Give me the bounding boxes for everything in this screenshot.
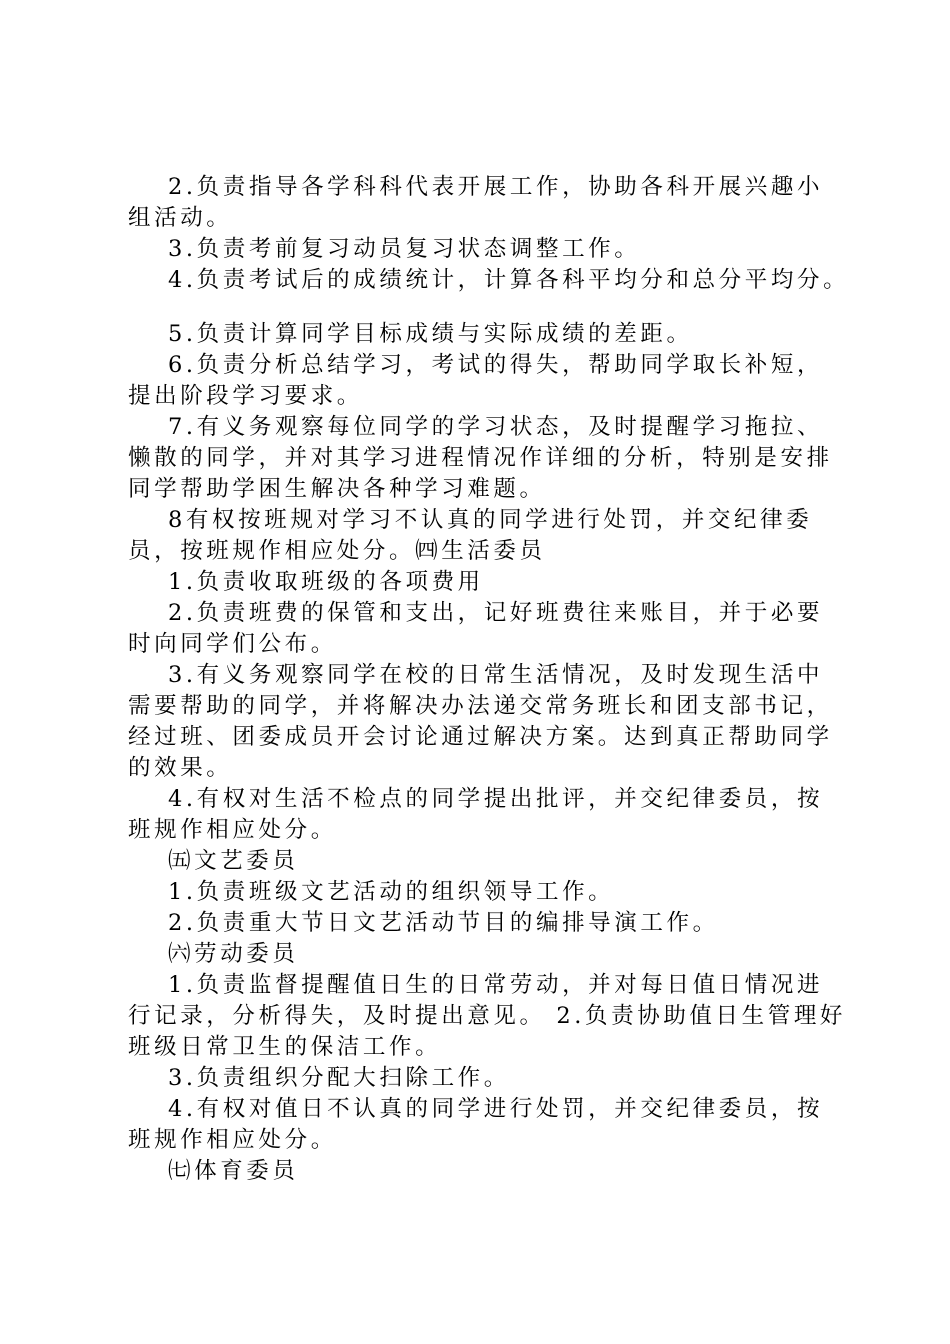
- section-heading: ㈦体育委员: [168, 1158, 299, 1184]
- text-line: 提出阶段学习要求。: [128, 383, 363, 409]
- text-line: 4.有权对生活不检点的同学提出批评，并交纪律委员，按: [168, 786, 824, 812]
- text-line: 2.负责班费的保管和支出，记好班费往来账目，并于必要: [168, 600, 824, 626]
- text-line: 的效果。: [128, 755, 233, 781]
- text-line: 需要帮助的同学，并将解决办法递交常务班长和团支部书记，: [128, 693, 833, 719]
- text-line: 1.负责监督提醒值日生的日常劳动，并对每日值日情况进: [168, 972, 824, 998]
- text-line: 3.有义务观察同学在校的日常生活情况，及时发现生活中: [168, 662, 824, 688]
- text-line: 1.负责收取班级的各项费用: [168, 569, 484, 595]
- text-line: 组活动。: [128, 205, 233, 231]
- text-line: 7.有义务观察每位同学的学习状态，及时提醒学习拖拉、: [168, 414, 824, 440]
- section-heading: ㈥劳动委员: [168, 941, 299, 967]
- text-line: 行记录，分析得失，及时提出意见。 2.负责协助值日生管理好: [128, 1003, 847, 1029]
- document-body: [128, 172, 850, 1187]
- text-line: 班级日常卫生的保洁工作。: [128, 1034, 442, 1060]
- text-line: 4.负责考试后的成绩统计，计算各科平均分和总分平均分。: [168, 267, 850, 293]
- text-line: 1.负责班级文艺活动的组织领导工作。: [168, 879, 615, 905]
- text-line: 懒散的同学，并对其学习进程情况作详细的分析，特别是安排: [128, 445, 833, 471]
- text-line: 5.负责计算同学目标成绩与实际成绩的差距。: [168, 321, 693, 347]
- text-line: 8有权按班规对学习不认真的同学进行处罚，并交纪律委: [168, 507, 813, 533]
- text-line: 同学帮助学困生解决各种学习难题。: [128, 476, 546, 502]
- text-line: 班规作相应处分。: [128, 1127, 337, 1153]
- text-line: 2.负责指导各学科科代表开展工作，协助各科开展兴趣小: [168, 174, 824, 200]
- text-line: 班规作相应处分。: [128, 817, 337, 843]
- text-line: 3.负责组织分配大扫除工作。: [168, 1065, 510, 1091]
- text-line: 2.负责重大节日文艺活动节目的编排导演工作。: [168, 910, 719, 936]
- text-line: 3.负责考前复习动员复习状态调整工作。: [168, 236, 641, 262]
- text-line: 6.负责分析总结学习，考试的得失，帮助同学取长补短，: [168, 352, 824, 378]
- blank-line: [128, 296, 840, 319]
- text-line: 员，按班规作相应处分。㈣生活委员: [128, 538, 546, 564]
- text-line: 4.有权对值日不认真的同学进行处罚，并交纪律委员，按: [168, 1096, 824, 1122]
- text-line: 经过班、团委成员开会讨论通过解决方案。达到真正帮助同学: [128, 724, 833, 750]
- text-line: 时向同学们公布。: [128, 631, 337, 657]
- section-heading: ㈤文艺委员: [168, 848, 299, 874]
